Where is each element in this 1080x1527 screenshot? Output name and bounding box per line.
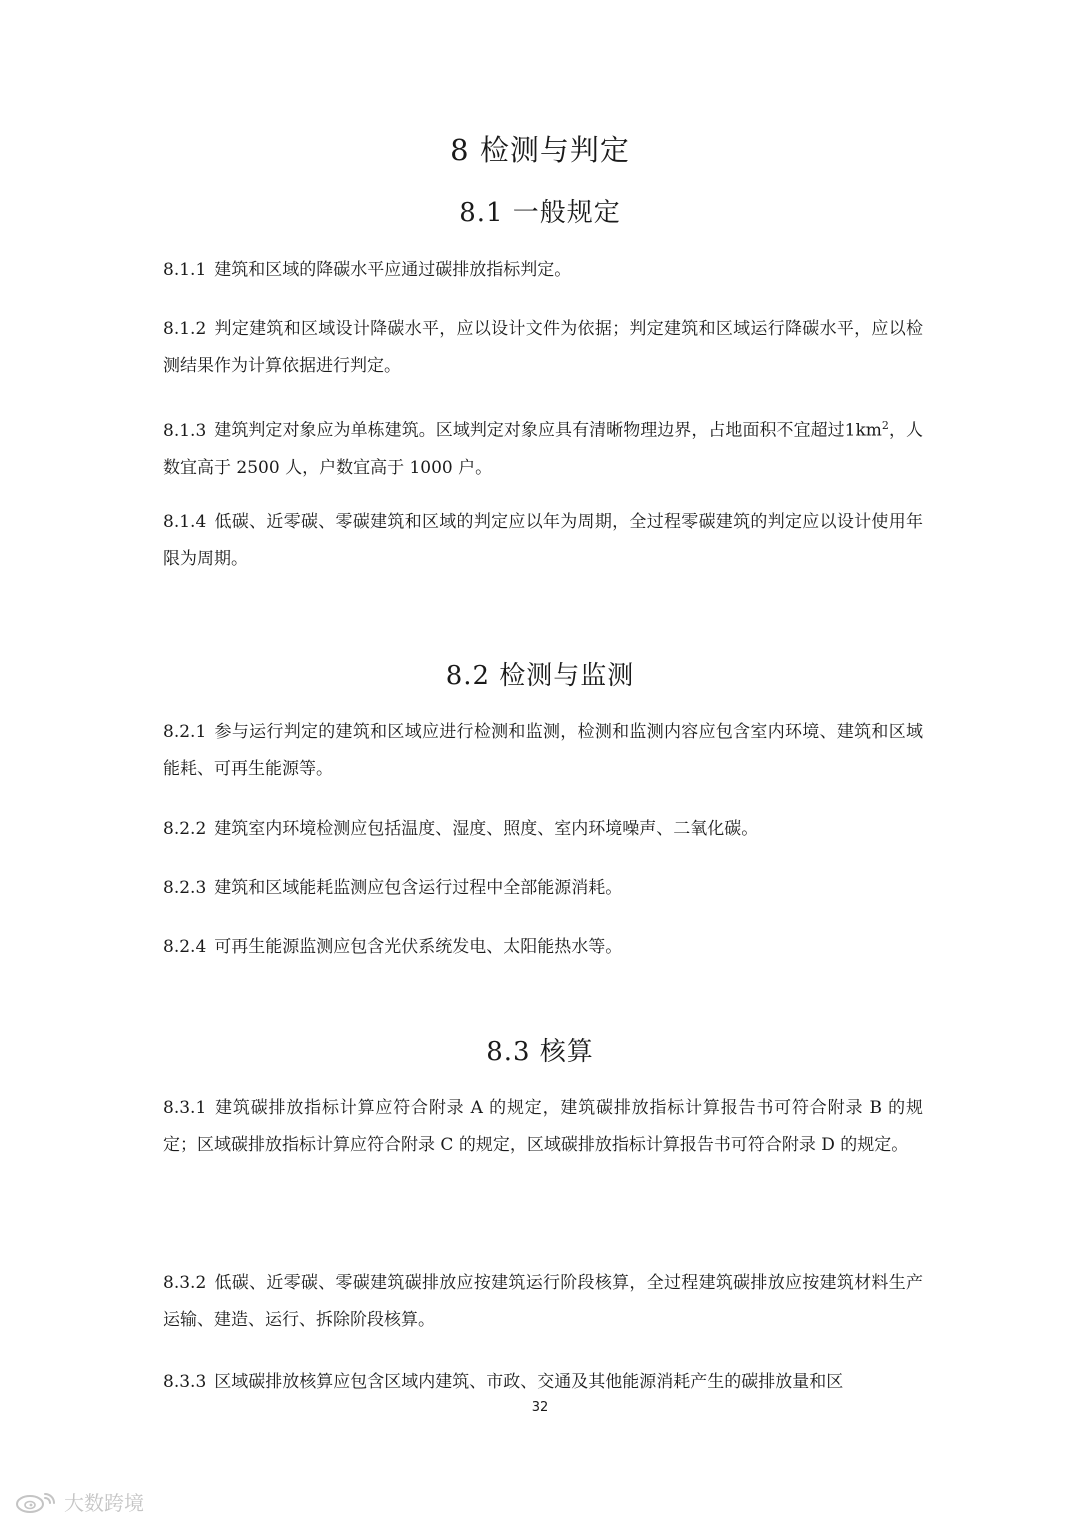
clause-number: 8.1.3 (163, 420, 207, 441)
clause-text: 建筑和区域的降碳水平应通过碳排放指标判定。 (214, 260, 572, 280)
clause-8-2-3 (163, 870, 923, 907)
clause-text: 区域碳排放核算应包含区域内建筑、市政、交通及其他能源消耗产生的碳排放量和区 (214, 1372, 844, 1392)
watermark (14, 1487, 144, 1516)
chapter-title: 8 检测与判定 (450, 133, 630, 167)
clause-8-3-3 (163, 1364, 923, 1401)
section-title-8-3: 8.3 核算 (486, 1037, 594, 1067)
clause-text: 可再生能源监测应包含光伏系统发电、太阳能热水等。 (214, 937, 623, 957)
clause-number: 8.3.1 (163, 1098, 207, 1118)
superscript: 2 (881, 419, 889, 432)
clause-8-3-2 (163, 1265, 923, 1339)
clause-text-cont: ，人数宜高于 2500 人，户数宜高于 1000 户。 (163, 420, 923, 478)
page-number: 32 (531, 1400, 549, 1415)
clause-8-1-2 (163, 311, 923, 385)
weibo-logo-icon (14, 1490, 58, 1514)
section-title-8-1: 8.1 一般规定 (459, 198, 621, 228)
section-title-8-2: 8.2 检测与监测 (445, 661, 635, 691)
clause-number: 8.2.4 (163, 937, 207, 957)
clause-text: 建筑和区域能耗监测应包含运行过程中全部能源消耗。 (214, 878, 623, 898)
clause-text: 建筑判定对象应为单栋建筑。区域判定对象应具有清晰物理边界，占地面积不宜超过1km (214, 420, 882, 441)
clause-8-1-3 (163, 407, 923, 487)
clause-text: 低碳、近零碳、零碳建筑和区域的判定应以年为周期，全过程零碳建筑的判定应以设计使用年限为周期。 (163, 512, 923, 569)
clause-8-1-4 (163, 504, 923, 578)
clause-text: 参与运行判定的建筑和区域应进行检测和监测，检测和监测内容应包含室内环境、建筑和区域能耗、可再生能源等。 (163, 722, 923, 779)
clause-number: 8.3.3 (163, 1372, 207, 1392)
clause-8-1-1 (163, 252, 923, 289)
clause-number: 8.2.1 (163, 722, 207, 742)
clause-number: 8.1.2 (163, 319, 207, 339)
clause-number: 8.2.3 (163, 878, 207, 898)
clause-8-2-4 (163, 929, 923, 966)
clause-8-3-1 (163, 1090, 923, 1164)
clause-text: 低碳、近零碳、零碳建筑碳排放应按建筑运行阶段核算，全过程建筑碳排放应按建筑材料生产运输、建造、运行、拆除阶段核算。 (163, 1273, 923, 1330)
clause-text: 建筑室内环境检测应包括温度、湿度、照度、室内环境噪声、二氧化碳。 (214, 819, 759, 839)
clause-text: 建筑碳排放指标计算应符合附录 A 的规定，建筑碳排放指标计算报告书可符合附录 B 的规定；区域碳排放指标计算应符合附录 C 的规定，区域碳排放指标计算报告书可符合附录 D 的规定。 (163, 1098, 923, 1155)
clause-number: 8.3.2 (163, 1273, 207, 1293)
clause-8-2-2 (163, 811, 923, 848)
watermark-text: 大数跨境 (64, 1491, 144, 1515)
clause-number: 8.1.1 (163, 260, 207, 280)
clause-text: 判定建筑和区域设计降碳水平，应以设计文件为依据；判定建筑和区域运行降碳水平，应以检测结果作为计算依据进行判定。 (163, 319, 923, 376)
clause-number: 8.2.2 (163, 819, 207, 839)
clause-8-2-1 (163, 714, 923, 788)
clause-number: 8.1.4 (163, 512, 207, 532)
